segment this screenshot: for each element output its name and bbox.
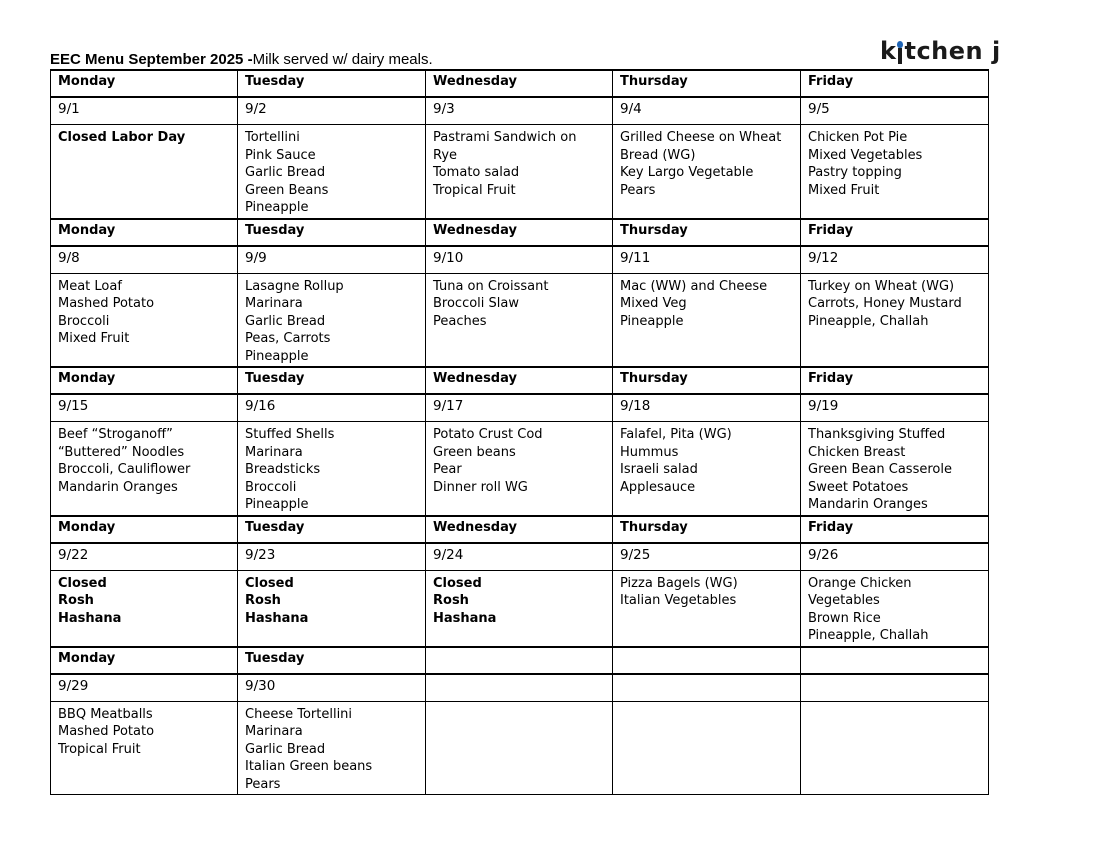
meal-cell (238, 701, 426, 795)
meal-item: Cheese Tortellini (245, 706, 353, 722)
meal-item: Green beans (433, 444, 516, 460)
meal-item: Meat Loaf (58, 278, 122, 294)
meal-item: Rosh (433, 593, 469, 608)
meal-item: Pineapple (245, 200, 309, 215)
meal-item: Sweet Potatoes (808, 479, 909, 495)
meal-row (51, 422, 989, 516)
weekday-cell: Wednesday (426, 219, 613, 246)
meal-cell (613, 273, 801, 367)
meal-item: Mandarin Oranges (808, 497, 928, 512)
date-cell: 9/16 (238, 394, 426, 422)
date-cell: 9/29 (51, 674, 238, 702)
meal-item: Rosh (245, 593, 281, 608)
menu-header (50, 52, 433, 68)
meal-item: Tomato salad (433, 165, 520, 180)
weekday-cell (426, 647, 613, 674)
meal-item: Potato Crust Cod (433, 427, 543, 442)
weekday-header-row (51, 516, 989, 543)
meal-cell (51, 422, 238, 516)
meal-item: Breadsticks (245, 462, 321, 477)
weekday-cell: Tuesday (238, 70, 426, 97)
meal-item: Rosh (58, 593, 94, 608)
meal-item: Pear (433, 462, 462, 477)
meal-item: Mixed Fruit (58, 331, 130, 346)
meal-cell (238, 273, 426, 367)
weekday-cell: Friday (801, 219, 989, 246)
meal-item: Thanksgiving Stuffed (808, 427, 946, 442)
date-cell: 9/4 (613, 97, 801, 125)
milk-note: Milk served w/ dairy meals. (252, 51, 433, 68)
meal-cell (801, 125, 989, 219)
date-cell (613, 674, 801, 702)
logo-i-glyph (896, 39, 904, 63)
meal-item: Dinner roll WG (433, 479, 528, 495)
meal-cell (426, 701, 613, 795)
meal-item: Bread (WG) (620, 147, 696, 163)
meal-item: Hashana (433, 610, 497, 626)
meal-cell (238, 125, 426, 219)
weekday-cell: Friday (801, 70, 989, 97)
meal-cell (51, 570, 238, 647)
kitchen-j-logo: k tchen j (880, 37, 1001, 65)
meal-item: Vegetables (808, 593, 880, 608)
date-cell: 9/26 (801, 543, 989, 571)
meal-item: Pineapple (620, 313, 684, 329)
date-cell: 9/10 (426, 246, 613, 274)
meal-item: Mandarin Oranges (58, 479, 178, 495)
weekday-cell: Tuesday (238, 516, 426, 543)
weekday-cell: Friday (801, 367, 989, 394)
meal-item: Pineapple, Challah (808, 313, 929, 329)
weekday-cell: Tuesday (238, 647, 426, 674)
weekday-cell: Monday (51, 647, 238, 674)
meal-item: Garlic Bread (245, 741, 326, 757)
meal-item: Marinara (245, 724, 303, 739)
meal-cell (613, 701, 801, 795)
meal-item: Marinara (245, 296, 303, 311)
weekday-cell: Monday (51, 219, 238, 246)
date-row (51, 543, 989, 571)
date-row (51, 97, 989, 125)
meal-cell (426, 273, 613, 367)
meal-item: Rye (433, 147, 458, 163)
weekday-cell: Monday (51, 70, 238, 97)
meal-item: Stuffed Shells (245, 427, 335, 442)
date-cell: 9/17 (426, 394, 613, 422)
weekday-header-row (51, 367, 989, 394)
weekday-cell: Wednesday (426, 70, 613, 97)
meal-item: Mixed Veg (620, 296, 687, 311)
meal-item: Closed Labor Day (58, 130, 186, 145)
weekday-cell (613, 647, 801, 674)
meal-item: Key Largo Vegetable (620, 165, 754, 180)
date-cell (801, 674, 989, 702)
date-row (51, 674, 989, 702)
meal-item: Pears (245, 776, 281, 792)
date-cell: 9/5 (801, 97, 989, 125)
meal-item: Pizza Bagels (WG) (620, 575, 738, 591)
weekday-cell: Monday (51, 367, 238, 394)
weekday-cell: Wednesday (426, 367, 613, 394)
date-cell: 9/15 (51, 394, 238, 422)
meal-cell (426, 422, 613, 516)
meal-item: Israeli salad (620, 462, 698, 477)
date-row (51, 394, 989, 422)
date-cell: 9/11 (613, 246, 801, 274)
meal-item: Pineapple (245, 497, 309, 512)
meal-item: Beef “Stroganoff” (58, 427, 173, 442)
meal-item: Green Bean Casserole (808, 462, 952, 477)
meal-item: Broccoli (58, 313, 110, 329)
meal-item: Chicken Pot Pie (808, 130, 908, 145)
meal-item: Brown Rice (808, 610, 881, 626)
weekday-cell: Thursday (613, 219, 801, 246)
weekday-cell: Thursday (613, 70, 801, 97)
meal-item: Tortellini (245, 130, 300, 145)
date-cell: 9/3 (426, 97, 613, 125)
meal-cell (426, 570, 613, 647)
meal-item: Closed (58, 575, 107, 591)
meal-cell (613, 125, 801, 219)
meal-item: Pastrami Sandwich on (433, 130, 577, 145)
meal-item: Mac (WW) and Cheese (620, 278, 768, 294)
meal-item: Pineapple, Challah (808, 628, 929, 643)
meal-item: Pears (620, 182, 656, 198)
meal-item: Pineapple (245, 348, 309, 364)
weekday-cell: Tuesday (238, 219, 426, 246)
date-cell: 9/25 (613, 543, 801, 571)
date-cell: 9/18 (613, 394, 801, 422)
meal-item: Mashed Potato (58, 296, 155, 311)
meal-row (51, 125, 989, 219)
meal-item: Marinara (245, 444, 303, 460)
date-cell: 9/2 (238, 97, 426, 125)
date-cell: 9/22 (51, 543, 238, 571)
meal-row (51, 570, 989, 647)
date-cell: 9/8 (51, 246, 238, 274)
weekday-header-row (51, 219, 989, 246)
meal-item: Falafel, Pita (WG) (620, 427, 732, 442)
weekday-cell: Friday (801, 516, 989, 543)
weekday-header-row (51, 70, 989, 97)
weekday-header-row (51, 647, 989, 674)
meal-item: Peas, Carrots (245, 331, 331, 346)
meal-item: Pastry topping (808, 165, 902, 180)
meal-cell (801, 701, 989, 795)
meal-item: Broccoli (245, 479, 297, 495)
meal-item: Tropical Fruit (58, 741, 141, 757)
meal-item: Hashana (245, 610, 309, 626)
meal-item: BBQ Meatballs (58, 706, 153, 722)
meal-item: Garlic Bread (245, 313, 326, 329)
meal-item: Lasagne Rollup (245, 278, 344, 294)
date-cell: 9/1 (51, 97, 238, 125)
weekday-cell: Wednesday (426, 516, 613, 543)
weekday-cell: Thursday (613, 516, 801, 543)
meal-item: Hummus (620, 444, 679, 460)
meal-item: Grilled Cheese on Wheat (620, 130, 782, 145)
meal-item: Turkey on Wheat (WG) (808, 278, 955, 294)
meal-cell (51, 125, 238, 219)
meal-item: Broccoli, Cauliflower (58, 462, 191, 477)
date-cell: 9/19 (801, 394, 989, 422)
meal-item: Italian Vegetables (620, 593, 737, 608)
meal-cell (801, 273, 989, 367)
menu-title: EEC Menu September 2025 - (50, 51, 253, 68)
meal-item: Mixed Fruit (808, 182, 880, 198)
meal-cell (801, 422, 989, 516)
date-cell: 9/9 (238, 246, 426, 274)
meal-item: “Buttered” Noodles (58, 444, 185, 460)
meal-cell (426, 125, 613, 219)
meal-item: Mashed Potato (58, 724, 155, 739)
date-cell: 9/24 (426, 543, 613, 571)
date-cell: 9/23 (238, 543, 426, 571)
date-cell: 9/30 (238, 674, 426, 702)
meal-item: Chicken Breast (808, 444, 906, 460)
meal-item: Closed (433, 575, 482, 591)
menu-table (50, 69, 989, 795)
meal-cell (238, 422, 426, 516)
meal-cell (51, 701, 238, 795)
weekday-cell: Tuesday (238, 367, 426, 394)
meal-item: Applesauce (620, 479, 696, 495)
meal-item: Pink Sauce (245, 147, 316, 163)
meal-item: Italian Green beans (245, 759, 373, 774)
meal-cell (51, 273, 238, 367)
meal-item: Mixed Vegetables (808, 147, 923, 163)
meal-item: Garlic Bread (245, 165, 326, 180)
meal-cell (613, 570, 801, 647)
meal-row (51, 701, 989, 795)
meal-row (51, 273, 989, 367)
meal-item: Closed (245, 575, 294, 591)
meal-item: Tuna on Croissant (433, 278, 549, 294)
meal-item: Hashana (58, 610, 122, 626)
meal-cell (613, 422, 801, 516)
meal-item: Green Beans (245, 182, 329, 198)
date-cell (426, 674, 613, 702)
meal-cell (801, 570, 989, 647)
date-row (51, 246, 989, 274)
meal-item: Tropical Fruit (433, 182, 516, 198)
meal-item: Carrots, Honey Mustard (808, 296, 962, 311)
meal-item: Broccoli Slaw (433, 296, 519, 311)
meal-cell (238, 570, 426, 647)
meal-item: Orange Chicken (808, 575, 912, 591)
weekday-cell: Monday (51, 516, 238, 543)
meal-item: Peaches (433, 313, 487, 329)
date-cell: 9/12 (801, 246, 989, 274)
weekday-cell: Thursday (613, 367, 801, 394)
weekday-cell (801, 647, 989, 674)
